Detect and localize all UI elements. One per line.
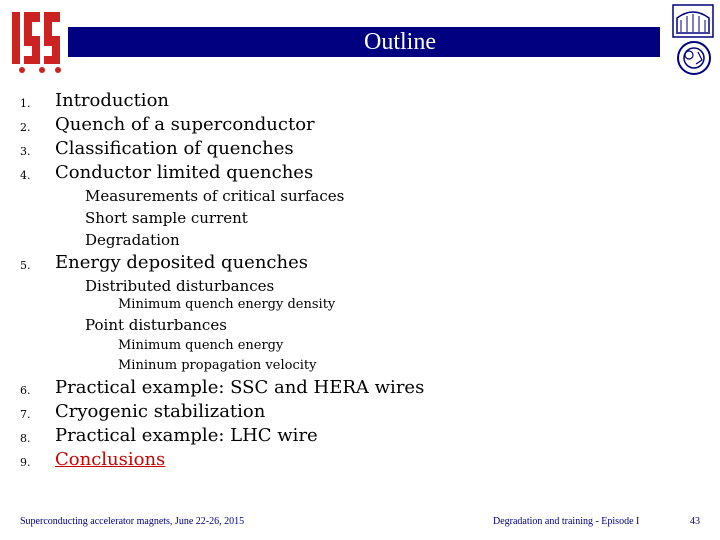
outline-item: Conductor limited quenches <box>55 162 314 183</box>
outline-number: 4. <box>20 169 31 182</box>
footer-course: Superconducting accelerator magnets, June 22-26, 2015 <box>20 516 245 527</box>
outline-item: Introduction <box>55 90 169 111</box>
outline-number: 2. <box>20 121 31 134</box>
outline-subsubitem: Minimum quench energy <box>118 338 284 353</box>
outline-number: 7. <box>20 408 31 421</box>
outline-subitem: Distributed disturbances <box>85 277 275 295</box>
page-number: 43 <box>690 516 700 527</box>
school-logo <box>8 8 68 74</box>
outline-number: 6. <box>20 384 31 397</box>
outline-item-conclusions-link[interactable]: Conclusions <box>55 449 166 470</box>
outline-number: 9. <box>20 456 31 469</box>
outline-subsubitem: Mininum propagation velocity <box>118 358 317 373</box>
cern-logo <box>676 40 712 76</box>
outline-item: Cryogenic stabilization <box>55 401 266 422</box>
outline-subitem: Measurements of critical surfaces <box>85 187 345 205</box>
outline-item: Quench of a superconductor <box>55 114 315 135</box>
outline-item: Classification of quenches <box>55 138 294 159</box>
outline-item: Energy deposited quenches <box>55 252 308 273</box>
outline-item: Practical example: LHC wire <box>55 425 318 446</box>
outline-number: 5. <box>20 259 31 272</box>
institution-logo <box>672 4 714 38</box>
outline-number: 1. <box>20 97 31 110</box>
outline-subitem: Point disturbances <box>85 316 227 334</box>
outline-subitem: Degradation <box>85 231 180 249</box>
slide-title: Outline <box>364 29 436 55</box>
outline-number: 8. <box>20 432 31 445</box>
footer-lecture: Degradation and training - Episode I <box>493 516 640 527</box>
outline-subsubitem: Minimum quench energy density <box>118 297 336 312</box>
outline-number: 3. <box>20 145 31 158</box>
outline-subitem: Short sample current <box>85 209 248 227</box>
outline-item: Practical example: SSC and HERA wires <box>55 377 425 398</box>
